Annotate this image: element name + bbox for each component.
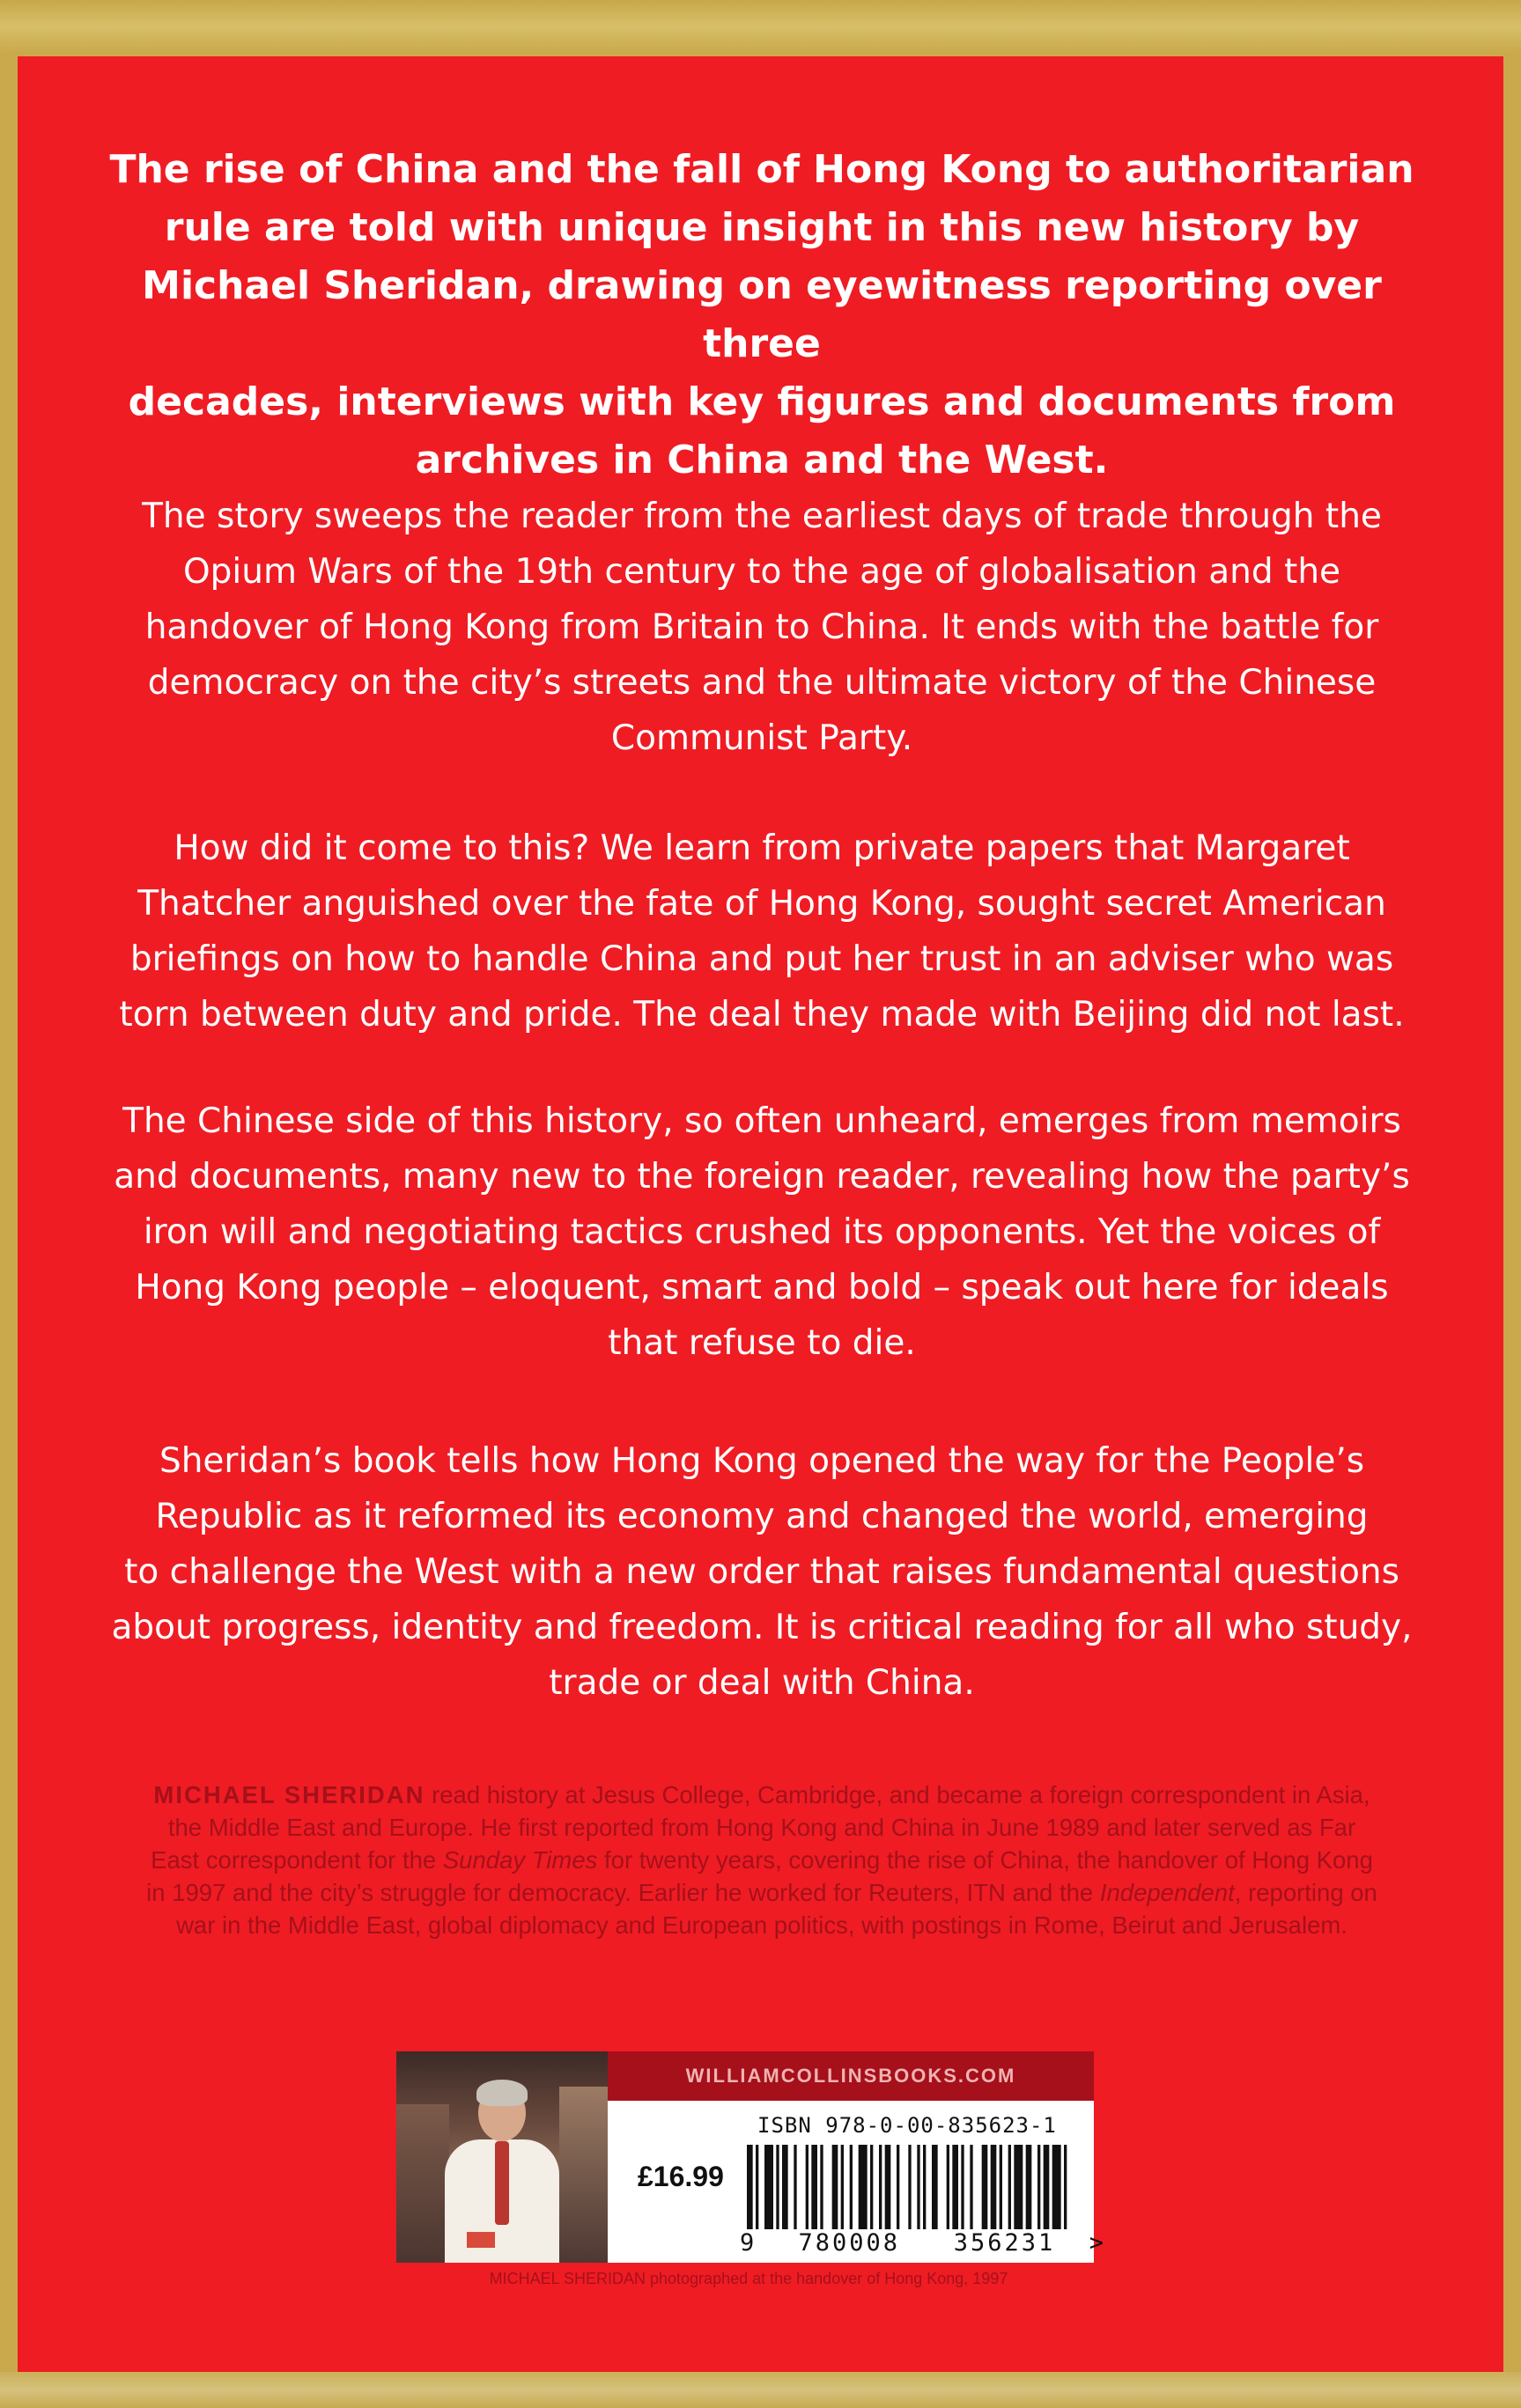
paragraph-4: [97, 1433, 1427, 1711]
bio-text: for twenty years, covering the rise of China, the handover of Hong Kong in 1997 and the city’s struggle for democracy. Earlier he worked for Reuters, ITN and the: [146, 1846, 1373, 1906]
barcode-digits-left: 780008: [798, 2229, 901, 2257]
para-line: about progress, identity and freedom. It is critical reading for all who study,: [111, 1608, 1413, 1647]
barcode-bar: [961, 2145, 964, 2229]
barcode-bar: [1044, 2145, 1050, 2229]
para-line: Republic as it reformed its economy and changed the world, emerging: [155, 1497, 1369, 1536]
lead-line: Michael Sheridan, drawing on eyewitness reporting over three: [142, 263, 1382, 366]
barcode-bar: [747, 2145, 753, 2229]
barcode-bar: [947, 2145, 949, 2229]
bio-publication-independent: Independent: [1099, 1879, 1235, 1906]
barcode-bar: [991, 2145, 997, 2229]
price-label: £16.99: [638, 2161, 724, 2192]
gold-bottom-border: [0, 2372, 1521, 2408]
barcode-bar: [952, 2145, 958, 2229]
para-line: Thatcher anguished over the fate of Hong Kong, sought secret American: [137, 884, 1386, 924]
lead-line: decades, interviews with key figures and documents from: [128, 379, 1396, 424]
para-line: How did it come to this? We learn from private papers that Margaret: [174, 828, 1350, 868]
paragraph-2: [97, 821, 1427, 1042]
barcode-bar: [1026, 2145, 1032, 2229]
para-line: Opium Wars of the 19th century to the age of globalisation and the: [182, 552, 1341, 592]
para-line: that refuse to die.: [608, 1323, 916, 1363]
publisher-website: WILLIAMCOLLINSBOOKS.COM: [608, 2051, 1094, 2101]
bio-publication-sunday-times: Sunday Times: [442, 1846, 598, 1874]
barcode-bar: [897, 2145, 899, 2229]
barcode-bar: [870, 2145, 873, 2229]
para-line: trade or deal with China.: [549, 1663, 975, 1703]
barcode-bar: [1037, 2145, 1040, 2229]
barcode-bar: [879, 2145, 882, 2229]
lead-line: The rise of China and the fall of Hong Kong to authoritarian: [109, 147, 1414, 192]
barcode-bar: [1000, 2145, 1002, 2229]
barcode-digit-first: 9: [740, 2229, 755, 2257]
para-line: handover of Hong Kong from Britain to China. It ends with the battle for: [144, 608, 1379, 647]
barcode-bar: [1052, 2145, 1061, 2229]
barcode-bar: [917, 2145, 919, 2229]
barcode-bar: [782, 2145, 788, 2229]
lead-line: rule are told with unique insight in this new history by: [164, 205, 1360, 250]
bio-text: read history at Jesus College, Cambridge, and became a foreign correspondent in Asia, the Middle East and Europe. He first reported from Hong Kong and China in June 1989 and later served as Far East correspondent for the: [151, 1781, 1370, 1874]
barcode-bar: [885, 2145, 891, 2229]
barcode-bar: [764, 2145, 773, 2229]
para-line: Communist Party.: [610, 718, 913, 758]
barcode-bar: [756, 2145, 758, 2229]
barcode-bar: [1008, 2145, 1011, 2229]
barcode-bar: [923, 2145, 926, 2229]
author-photo: [396, 2051, 608, 2263]
lead-line: archives in China and the West.: [415, 438, 1109, 482]
barcode-digits-right: 356231: [953, 2229, 1056, 2257]
barcode-bar: [811, 2145, 817, 2229]
paragraph-1: [97, 489, 1427, 766]
para-line: Sheridan’s book tells how Hong Kong opened the way for the People’s: [159, 1441, 1365, 1481]
barcode-panel: [608, 2101, 1104, 2263]
lead-blurb: [97, 141, 1427, 490]
para-line: torn between duty and pride. The deal they made with Beijing did not last.: [119, 995, 1405, 1035]
barcode-bar: [820, 2145, 823, 2229]
barcode-bar: [850, 2145, 853, 2229]
barcode-bar: [970, 2145, 972, 2229]
para-line: The Chinese side of this history, so often unheard, emerges from memoirs: [122, 1101, 1401, 1141]
barcode-arrow: >: [1089, 2229, 1104, 2257]
barcode: [747, 2145, 1073, 2229]
barcode-bar: [859, 2145, 868, 2229]
para-line: to challenge the West with a new order that raises fundamental questions: [124, 1552, 1399, 1592]
barcode-bar: [908, 2145, 911, 2229]
barcode-bar: [794, 2145, 796, 2229]
para-line: Hong Kong people – eloquent, smart and bold – speak out here for ideals: [135, 1268, 1389, 1307]
para-line: The story sweeps the reader from the earliest days of trade through the: [142, 497, 1382, 536]
barcode-bar: [1064, 2145, 1067, 2229]
author-bio: [141, 1778, 1383, 1941]
paragraph-3: [97, 1094, 1427, 1371]
photo-caption: MICHAEL SHERIDAN photographed at the handover of Hong Kong, 1997: [489, 2270, 1008, 2287]
barcode-bar: [932, 2145, 938, 2229]
isbn-label: ISBN 978-0-00-835623-1: [757, 2113, 1057, 2138]
para-line: democracy on the city’s streets and the ultimate victory of the Chinese: [147, 663, 1377, 703]
barcode-bar: [841, 2145, 844, 2229]
barcode-bar: [776, 2145, 779, 2229]
barcode-digits: [740, 2229, 1104, 2257]
barcode-bar: [832, 2145, 838, 2229]
bio-text: , reporting on war in the Middle East, global diplomacy and European politics, with postings in Rome, Beirut and Jerusalem.: [176, 1879, 1377, 1939]
para-line: iron will and negotiating tactics crushed its opponents. Yet the voices of: [143, 1212, 1381, 1252]
author-name: MICHAEL SHERIDAN: [153, 1781, 425, 1808]
barcode-bar: [982, 2145, 988, 2229]
para-line: briefings on how to handle China and put her trust in an adviser who was: [129, 939, 1394, 979]
barcode-bar: [1014, 2145, 1023, 2229]
barcode-bar: [806, 2145, 808, 2229]
para-line: and documents, many new to the foreign reader, revealing how the party’s: [114, 1157, 1410, 1197]
